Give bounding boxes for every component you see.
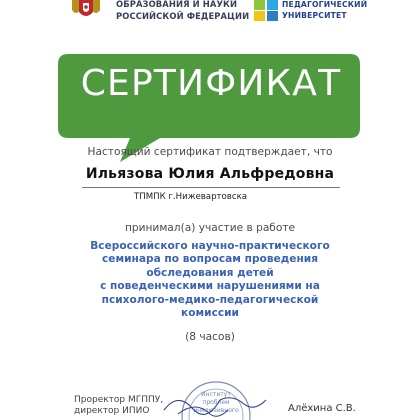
university-name (282, 0, 392, 21)
seminar-line-2: семинара по вопросам проведения (101, 253, 318, 266)
seminar-line-1: Всероссийского научно-практического (90, 240, 330, 252)
ministry-line-2: РОССИЙСКОЙ ФЕДЕРАЦИИ (116, 11, 250, 21)
ministry-name (116, 0, 250, 22)
seminar-line-3: обследования детей (146, 266, 274, 279)
seminar-title (30, 240, 390, 320)
stamp-line-3: инклюзивного (193, 407, 239, 414)
signer-role (74, 395, 163, 417)
university-logo-icon (254, 0, 278, 21)
coat-of-arms-icon (66, 0, 106, 20)
university-line-2: УНИВЕРСИТЕТ (282, 11, 347, 20)
seminar-line-4: с поведенческими нарушениями на (100, 280, 320, 293)
signer-role-line-1: Проректор МГППУ, (74, 395, 164, 405)
recipient-name: Ильязова Юлия Альфредовна (85, 166, 335, 182)
ministry-line-1: ОБРАЗОВАНИЯ И НАУКИ (116, 0, 238, 9)
confirm-text: Настоящий сертификат подтверждает, что (87, 146, 333, 158)
signer-name: Алёхина С.В. (288, 403, 356, 414)
participation-text: принимал(а) участие в работе (124, 222, 296, 234)
hours-text: (8 часов) (185, 331, 235, 343)
signer-role-line-2: директор ИПИО (74, 406, 150, 416)
seminar-line-5: психолого-медико-педагогической (101, 293, 319, 306)
university-line-1: ПЕДАГОГИЧЕСКИЙ (282, 0, 368, 9)
stamp-line-2: проблем (202, 399, 230, 406)
name-underline (82, 187, 340, 188)
official-stamp-icon (158, 370, 270, 420)
seminar-line-6: комиссии (181, 307, 239, 320)
organization-name: ТПМПК г.Нижевартовска (134, 192, 248, 202)
stamp-line-1: Институт (201, 391, 231, 398)
certificate-title: СЕРТИФИКАТ (80, 63, 342, 104)
